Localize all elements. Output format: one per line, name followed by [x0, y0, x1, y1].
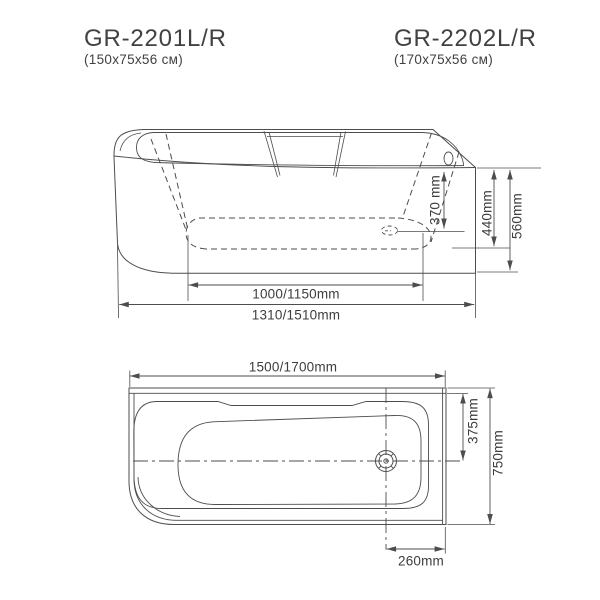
dim-label-1500-1700: 1500/1700mm [248, 359, 338, 375]
dim-label-1310-1510: 1310/1510mm [251, 307, 341, 323]
dim-label-260: 260mm [397, 553, 445, 569]
top-view-drawing [129, 371, 495, 554]
dim-label-560: 560mm [509, 192, 525, 240]
headrest-recess [264, 131, 346, 177]
tub-outer-shell [114, 130, 476, 274]
dim-label-375: 375mm [465, 397, 480, 445]
product-size-1: (150x75x56 см) [84, 52, 184, 67]
overflow-hole-icon [444, 152, 453, 165]
rim-corner-arc [120, 133, 141, 151]
dim-label-1000-1150: 1000/1150mm [252, 286, 340, 302]
plan-basin-opening [134, 402, 429, 509]
product-model-1: GR-2201L/R [84, 25, 227, 52]
plan-extension-lines [130, 371, 495, 554]
centerlines [133, 388, 464, 550]
dim-label-370: 370 mm [427, 175, 442, 225]
side-dimension-lines [119, 170, 510, 305]
product-size-2: (170x75x56 см) [394, 52, 494, 67]
drain-hidden-icon [382, 226, 398, 235]
dim-label-440: 440mm [479, 189, 495, 237]
dim-label-750: 750mm [490, 429, 506, 477]
rim-opening-outline [137, 133, 464, 166]
product-model-2: GR-2202L/R [394, 25, 537, 52]
